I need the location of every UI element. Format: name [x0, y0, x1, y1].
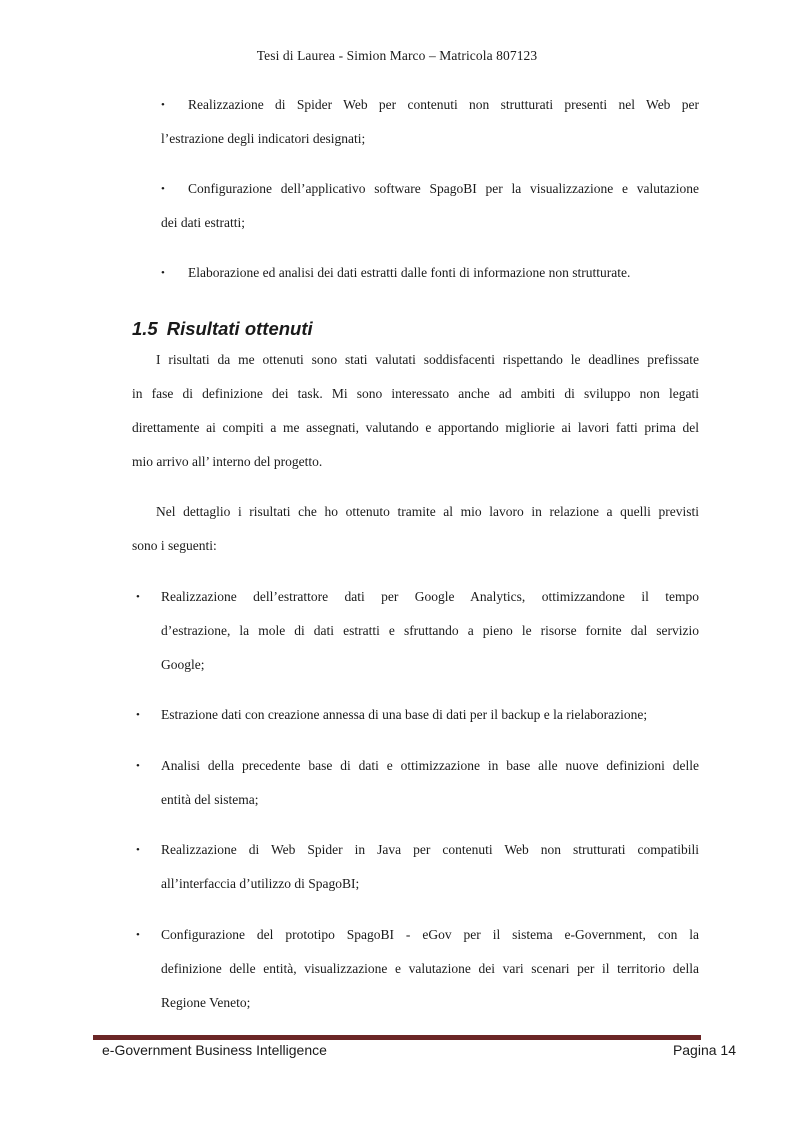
paragraph1-line-4: mio arrivo all’ interno del progetto. [132, 454, 323, 469]
footer-rule [93, 1035, 701, 1040]
results-item-1-line-1: Realizzazione dell’estrattore dati per Google Analytics, ottimizzandone il tempo [161, 589, 699, 604]
results-item-3-line-1: Analisi della precedente base di dati e ottimizzazione in base alle nuove definizioni delle [161, 758, 699, 773]
bullet-icon: • [136, 591, 140, 603]
top-list-item-1-line-2: l’estrazione degli indicatori designati; [161, 131, 366, 146]
footer-document-title: e-Government Business Intelligence [102, 1042, 327, 1058]
top-list-item-3-line-1: Elaborazione ed analisi dei dati estratti dalle fonti di informazione non strutturate. [188, 265, 631, 280]
paragraph1-line-1: I risultati da me ottenuti sono stati valutati soddisfacenti rispettando le deadlines prefissate [156, 352, 699, 367]
results-item-4-line-2: all’interfaccia d’utilizzo di SpagoBI; [161, 876, 360, 891]
paragraph1-line-2: in fase di definizione dei task. Mi sono interessato anche ad ambiti di sviluppo non legati [132, 386, 699, 401]
results-item-2-line-1: Estrazione dati con creazione annessa di una base di dati per il backup e la rielaborazione; [161, 707, 648, 722]
section-number: 1.5 [132, 318, 158, 339]
results-item-4-line-1: Realizzazione di Web Spider in Java per contenuti Web non strutturati compatibili [161, 842, 699, 857]
results-item-1-line-3: Google; [161, 657, 205, 672]
top-list-item-2-line-2: dei dati estratti; [161, 215, 245, 230]
results-item-5-line-3: Regione Veneto; [161, 995, 251, 1010]
bullet-icon: • [161, 183, 165, 195]
paragraph1-line-3: direttamente ai compiti a me assegnati, valutando e apportando migliorie ai lavori fatti prima del [132, 420, 699, 435]
page-header: Tesi di Laurea - Simion Marco – Matricola 807123 [256, 48, 538, 63]
results-item-5-line-2: definizione delle entità, visualizzazione e valutazione dei vari scenari per il territorio della [161, 961, 699, 976]
top-list-item-1-line-1: Realizzazione di Spider Web per contenuti non strutturati presenti nel Web per [188, 97, 699, 112]
bullet-icon: • [161, 99, 165, 111]
footer-page-number: Pagina 14 [672, 1042, 736, 1058]
section-heading [132, 318, 313, 340]
paragraph2-line-2: sono i seguenti: [132, 538, 217, 553]
bullet-icon: • [161, 267, 165, 279]
bullet-icon: • [136, 709, 140, 721]
results-item-1-line-2: d’estrazione, la mole di dati estratti e sfruttando a pieno le risorse fornite dal servizio [161, 623, 699, 638]
bullet-icon: • [136, 760, 140, 772]
top-list-item-2-line-1: Configurazione dell’applicativo software SpagoBI per la visualizzazione e valutazione [188, 181, 699, 196]
results-item-3-line-2: entità del sistema; [161, 792, 259, 807]
bullet-icon: • [136, 929, 140, 941]
results-item-5-line-1: Configurazione del prototipo SpagoBI - eGov per il sistema e-Government, con la [161, 927, 699, 942]
bullet-icon: • [136, 844, 140, 856]
paragraph2-line-1: Nel dettaglio i risultati che ho ottenuto tramite al mio lavoro in relazione a quelli previsti [156, 504, 699, 519]
section-title: Risultati ottenuti [166, 318, 313, 339]
